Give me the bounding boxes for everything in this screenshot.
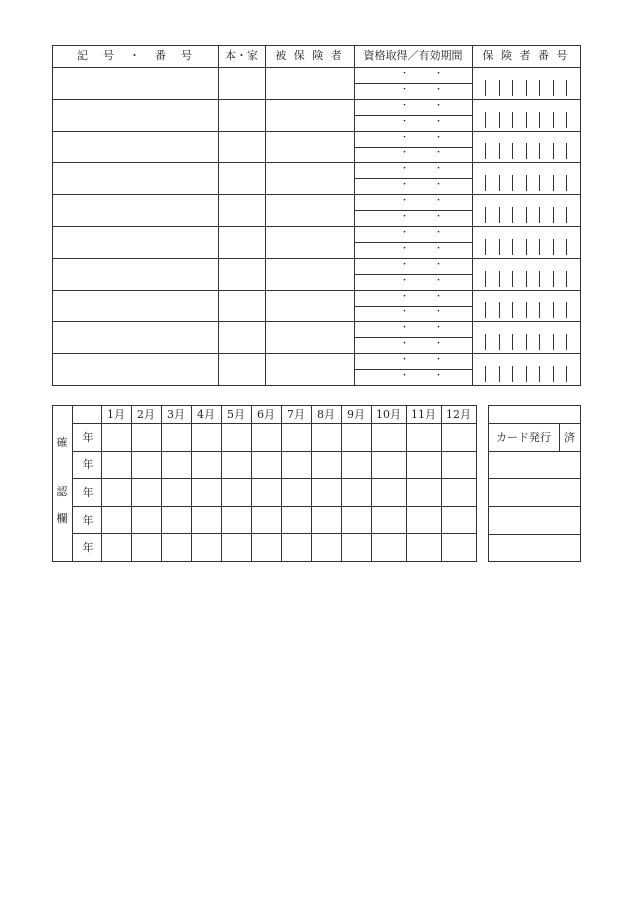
date-row-divider bbox=[354, 337, 472, 338]
date-row-divider bbox=[354, 242, 472, 243]
digit-tick bbox=[499, 80, 500, 96]
digit-tick bbox=[553, 239, 554, 255]
digit-tick bbox=[512, 271, 513, 287]
header-shikaku: 資格取得／有効期間 bbox=[363, 49, 463, 62]
digit-tick bbox=[512, 366, 513, 382]
date-separator-dot: ・ bbox=[434, 164, 444, 174]
date-row-divider bbox=[354, 115, 472, 116]
confirm-side-border bbox=[72, 405, 73, 562]
card-row-border bbox=[488, 478, 581, 479]
digit-tick bbox=[539, 112, 540, 128]
month-column-border bbox=[251, 405, 252, 562]
confirm-side-label: 確 bbox=[56, 436, 68, 449]
date-separator-dot: ・ bbox=[434, 196, 444, 206]
digit-tick bbox=[512, 239, 513, 255]
digit-tick bbox=[539, 334, 540, 350]
month-header: 7月 bbox=[287, 408, 305, 421]
year-label: 年 bbox=[82, 431, 94, 444]
digit-tick bbox=[526, 112, 527, 128]
date-separator-dot: ・ bbox=[434, 355, 444, 365]
confirm-side-label: 認 bbox=[56, 485, 68, 498]
digit-tick bbox=[499, 271, 500, 287]
date-separator-dot: ・ bbox=[400, 164, 410, 174]
month-column-border bbox=[281, 405, 282, 562]
month-header: 3月 bbox=[167, 408, 185, 421]
row-divider bbox=[52, 226, 580, 227]
digit-tick bbox=[512, 334, 513, 350]
digit-tick bbox=[485, 239, 486, 255]
confirm-side-label: 欄 bbox=[56, 512, 68, 525]
digit-tick bbox=[526, 143, 527, 159]
month-header: 5月 bbox=[227, 408, 245, 421]
card-status-divider bbox=[559, 423, 560, 451]
card-row-border bbox=[488, 451, 581, 452]
column-border bbox=[218, 45, 219, 386]
confirm-left-border bbox=[52, 405, 53, 562]
year-label: 年 bbox=[82, 514, 94, 527]
month-column-border bbox=[101, 405, 102, 562]
digit-tick bbox=[526, 80, 527, 96]
digit-tick bbox=[553, 302, 554, 318]
row-divider bbox=[52, 99, 580, 100]
date-separator-dot: ・ bbox=[400, 148, 410, 158]
year-row-divider bbox=[72, 533, 476, 534]
month-header: 12月 bbox=[446, 408, 471, 421]
month-header: 1月 bbox=[107, 408, 125, 421]
digit-tick bbox=[553, 334, 554, 350]
column-border bbox=[354, 45, 355, 386]
digit-tick bbox=[539, 302, 540, 318]
digit-tick bbox=[512, 112, 513, 128]
digit-tick bbox=[539, 271, 540, 287]
digit-tick bbox=[485, 175, 486, 191]
digit-tick bbox=[512, 143, 513, 159]
digit-tick bbox=[566, 80, 567, 96]
digit-tick bbox=[526, 175, 527, 191]
month-column-border bbox=[406, 405, 407, 562]
digit-tick bbox=[526, 366, 527, 382]
card-row-border bbox=[488, 506, 581, 507]
date-separator-dot: ・ bbox=[400, 228, 410, 238]
digit-tick bbox=[512, 207, 513, 223]
date-row-divider bbox=[354, 147, 472, 148]
date-separator-dot: ・ bbox=[434, 371, 444, 381]
table-top-border bbox=[52, 45, 581, 46]
date-separator-dot: ・ bbox=[400, 339, 410, 349]
month-column-border bbox=[311, 405, 312, 562]
digit-tick bbox=[499, 334, 500, 350]
year-label: 年 bbox=[82, 458, 94, 471]
digit-tick bbox=[566, 175, 567, 191]
header-hokensha-bango: 保 険 者 番 号 bbox=[482, 49, 570, 62]
date-separator-dot: ・ bbox=[434, 101, 444, 111]
date-separator-dot: ・ bbox=[434, 212, 444, 222]
date-separator-dot: ・ bbox=[434, 244, 444, 254]
digit-tick bbox=[566, 112, 567, 128]
header-kigo-bango: 記 号 ・ 番 号 bbox=[77, 49, 194, 62]
digit-tick bbox=[485, 334, 486, 350]
digit-tick bbox=[512, 80, 513, 96]
date-separator-dot: ・ bbox=[400, 69, 410, 79]
digit-tick bbox=[566, 302, 567, 318]
digit-tick bbox=[499, 302, 500, 318]
digit-tick bbox=[485, 80, 486, 96]
row-divider bbox=[52, 162, 580, 163]
date-row-divider bbox=[354, 369, 472, 370]
month-column-border bbox=[476, 405, 477, 562]
card-row-border bbox=[488, 405, 581, 406]
digit-tick bbox=[499, 112, 500, 128]
month-header: 10月 bbox=[376, 408, 401, 421]
date-separator-dot: ・ bbox=[434, 323, 444, 333]
date-separator-dot: ・ bbox=[434, 339, 444, 349]
digit-tick bbox=[499, 175, 500, 191]
date-separator-dot: ・ bbox=[434, 85, 444, 95]
header-honke: 本・家 bbox=[225, 49, 258, 62]
year-row-divider bbox=[72, 506, 476, 507]
date-separator-dot: ・ bbox=[434, 292, 444, 302]
date-separator-dot: ・ bbox=[400, 371, 410, 381]
digit-tick bbox=[512, 175, 513, 191]
month-header: 8月 bbox=[317, 408, 335, 421]
row-divider bbox=[52, 258, 580, 259]
year-label: 年 bbox=[82, 486, 94, 499]
confirm-bottom-border bbox=[52, 561, 477, 562]
digit-tick bbox=[566, 271, 567, 287]
digit-tick bbox=[485, 112, 486, 128]
digit-tick bbox=[566, 366, 567, 382]
date-row-divider bbox=[354, 306, 472, 307]
date-separator-dot: ・ bbox=[434, 133, 444, 143]
date-separator-dot: ・ bbox=[434, 180, 444, 190]
digit-tick bbox=[539, 175, 540, 191]
date-separator-dot: ・ bbox=[400, 355, 410, 365]
digit-tick bbox=[499, 207, 500, 223]
digit-tick bbox=[539, 366, 540, 382]
digit-tick bbox=[566, 334, 567, 350]
year-row-divider bbox=[72, 478, 476, 479]
row-divider bbox=[52, 353, 580, 354]
date-separator-dot: ・ bbox=[400, 212, 410, 222]
date-separator-dot: ・ bbox=[434, 228, 444, 238]
month-column-border bbox=[131, 405, 132, 562]
digit-tick bbox=[512, 302, 513, 318]
date-row-divider bbox=[354, 274, 472, 275]
header-hihokensha: 被 保 険 者 bbox=[275, 49, 344, 62]
month-header: 11月 bbox=[411, 408, 436, 421]
date-row-divider bbox=[354, 178, 472, 179]
digit-tick bbox=[553, 80, 554, 96]
confirm-top-border bbox=[72, 405, 477, 406]
date-separator-dot: ・ bbox=[400, 101, 410, 111]
date-separator-dot: ・ bbox=[434, 307, 444, 317]
card-issue-label: カード発行 bbox=[496, 431, 551, 444]
digit-tick bbox=[539, 143, 540, 159]
date-separator-dot: ・ bbox=[434, 69, 444, 79]
month-column-border bbox=[441, 405, 442, 562]
date-separator-dot: ・ bbox=[400, 244, 410, 254]
month-column-border bbox=[221, 405, 222, 562]
column-border bbox=[472, 45, 473, 386]
digit-tick bbox=[526, 302, 527, 318]
digit-tick bbox=[485, 207, 486, 223]
card-left-border bbox=[488, 405, 489, 562]
column-border bbox=[580, 45, 581, 386]
card-row-border bbox=[488, 561, 581, 562]
digit-tick bbox=[553, 112, 554, 128]
month-header: 9月 bbox=[347, 408, 365, 421]
date-separator-dot: ・ bbox=[400, 196, 410, 206]
date-separator-dot: ・ bbox=[434, 276, 444, 286]
column-border bbox=[52, 45, 53, 386]
digit-tick bbox=[485, 366, 486, 382]
date-separator-dot: ・ bbox=[400, 323, 410, 333]
date-row-divider bbox=[354, 210, 472, 211]
date-separator-dot: ・ bbox=[400, 276, 410, 286]
digit-tick bbox=[499, 366, 500, 382]
month-column-border bbox=[191, 405, 192, 562]
row-divider bbox=[52, 321, 580, 322]
digit-tick bbox=[499, 143, 500, 159]
date-separator-dot: ・ bbox=[400, 85, 410, 95]
column-border bbox=[265, 45, 266, 386]
header-bottom-border bbox=[52, 67, 581, 68]
date-separator-dot: ・ bbox=[400, 307, 410, 317]
card-row-border bbox=[488, 423, 581, 424]
digit-tick bbox=[526, 207, 527, 223]
row-divider bbox=[52, 194, 580, 195]
month-column-border bbox=[371, 405, 372, 562]
confirm-header-border bbox=[72, 423, 477, 424]
date-separator-dot: ・ bbox=[434, 260, 444, 270]
date-separator-dot: ・ bbox=[400, 292, 410, 302]
month-header: 4月 bbox=[197, 408, 215, 421]
digit-tick bbox=[485, 302, 486, 318]
digit-tick bbox=[526, 271, 527, 287]
digit-tick bbox=[566, 143, 567, 159]
digit-tick bbox=[526, 334, 527, 350]
digit-tick bbox=[553, 366, 554, 382]
card-row-border bbox=[488, 534, 581, 535]
card-right-border bbox=[580, 405, 581, 562]
digit-tick bbox=[539, 207, 540, 223]
digit-tick bbox=[566, 207, 567, 223]
digit-tick bbox=[499, 239, 500, 255]
digit-tick bbox=[553, 175, 554, 191]
digit-tick bbox=[526, 239, 527, 255]
date-separator-dot: ・ bbox=[400, 180, 410, 190]
month-header: 6月 bbox=[257, 408, 275, 421]
card-issue-status: 済 bbox=[564, 431, 575, 444]
year-row-divider bbox=[72, 451, 476, 452]
date-separator-dot: ・ bbox=[400, 117, 410, 127]
digit-tick bbox=[485, 143, 486, 159]
month-header: 2月 bbox=[137, 408, 155, 421]
month-column-border bbox=[161, 405, 162, 562]
digit-tick bbox=[553, 207, 554, 223]
digit-tick bbox=[485, 271, 486, 287]
month-column-border bbox=[341, 405, 342, 562]
table-bottom-border bbox=[52, 385, 581, 386]
date-separator-dot: ・ bbox=[434, 148, 444, 158]
date-separator-dot: ・ bbox=[400, 133, 410, 143]
digit-tick bbox=[566, 239, 567, 255]
confirm-top-border-left bbox=[52, 405, 72, 406]
year-label: 年 bbox=[82, 541, 94, 554]
row-divider bbox=[52, 290, 580, 291]
digit-tick bbox=[553, 271, 554, 287]
date-row-divider bbox=[354, 83, 472, 84]
date-separator-dot: ・ bbox=[434, 117, 444, 127]
digit-tick bbox=[539, 239, 540, 255]
date-separator-dot: ・ bbox=[400, 260, 410, 270]
row-divider bbox=[52, 131, 580, 132]
digit-tick bbox=[553, 143, 554, 159]
digit-tick bbox=[539, 80, 540, 96]
